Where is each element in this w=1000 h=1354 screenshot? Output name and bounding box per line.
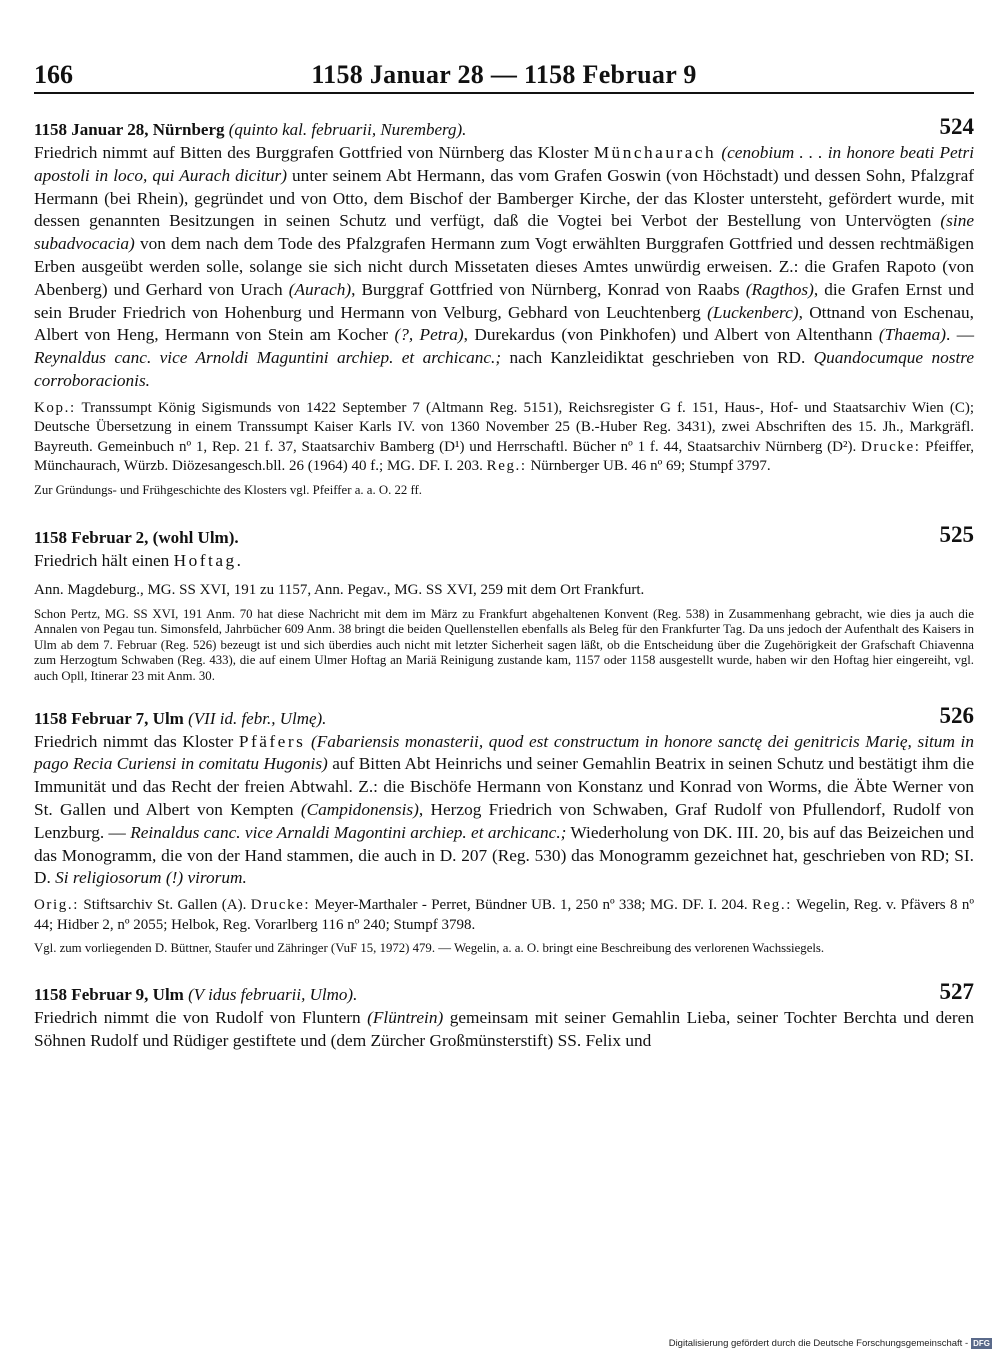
dfg-logo: DFG: [973, 1339, 990, 1348]
entry-date-latin: (V idus februarii, Ulmo).: [188, 984, 358, 1004]
entry-header: [34, 702, 974, 731]
entry-note: Zur Gründungs- und Frühgeschichte des Klosters vgl. Pfeiffer a. a. O. 22 ff.: [34, 482, 422, 497]
entry-date-latin: (quinto kal. februarii, Nuremberg).: [228, 120, 467, 139]
entry-sources: Kop.: Transsumpt König Sigismunds von 1422 September 7 (Altmann Reg. 5151), Reichsregister G f. 151, Haus-, Hof- und Staatsarchiv Wien (C); Deutsche Übersetzung in einem Transsumpt Kaiser Karls IV. von 1360 November 25 (B.-Huber Reg. 3431), zwei Abschriften des 15. Jh., Markgräfl. Bayreuth. Gemeinbuch nº 1, Rep. 21 f. 37, Staatsarchiv Bamberg (D¹) und Herrschaftl. Bücher nº 1 f. 44, Staatsarchiv Nürnberg (D²). Drucke: Pfeiffer, Münchaurach, Würzb. Diözesangesch.bll. 26 (1964) 40 f.; MG. DF. I. 203. Reg.: Nürnberger UB. 46 nº 69; Stumpf 3797.: [34, 399, 974, 475]
running-title: 1158 Januar 28 — 1158 Februar 9: [311, 60, 697, 89]
entry-date: 1158 Januar 28, Nürnberg: [34, 120, 225, 139]
entry-number: 525: [939, 522, 974, 548]
entry-number: 524: [939, 114, 974, 139]
regest-entry-526: [34, 702, 974, 957]
credit-text: Digitalisierung gefördert durch die Deutsche Forschungsgemeinschaft -: [668, 1338, 969, 1349]
entry-body: Friedrich hält einen Hoftag.: [34, 551, 241, 571]
entry-number: 527: [939, 978, 974, 1004]
entry-note: Schon Pertz, MG. SS XVI, 191 Anm. 70 hat diese Nachricht mit dem im März zu Frankfurt abgehaltenen Konvent (Reg. 538) in Zusammenhang gebracht, wie dies ja auch die Annalen von Pegau tun. Simonsfeld, Jahrbücher 609 Anm. 38 bringt die beiden Quellenstellen ebenfalls als Beleg für den Frankfurter Tag. Da uns jedoch der Aufenthalt des Kaisers in Ulm ab dem 7. Februar (Reg. 526) bezeugt ist und sich überdies auch nicht mit letzter Sicherheit sagen läßt, ob die Entscheidung über die Zugehörigkeit der Grafschaft Chiavenna zum Herzogtum Schwaben (Reg. 433), die auf einem Ulmer Hoftag an Mariä Reinigung zustande kam, 1157 oder 1158 ausgestellt wurde, haben wir den Hoftag hier eingereiht, vgl. auch Opll, Itinerar 23 mit Anm. 30.: [34, 606, 974, 684]
entry-body: Friedrich nimmt das Kloster Pfäfers (Fabariensis monasterii, quod est constructum in honore sanctę dei genitricis Marię, situm in pago Recia Curiensi in comitatu Hugonis) auf Bitten Abt Heinrichs und seiner Gemahlin Beatrix in seinen Schutz und bestätigt ihm die Immunität und das Recht der freien Abtwahl. Z.: die Bischöfe Hermann von Konstanz und Konrad von Worms, die Äbte Werner von St. Gallen und Albert von Kempten (Campidonensis), Herzog Friedrich von Schwaben, Graf Rudolf von Pfullendorf, Rudolf von Lenzburg. — Reinaldus canc. vice Arnaldi Magontini archiep. et archicanc.; Wiederholung von DK. III. 20, bis auf das Beizeichen und das Monogramm, die von der Hand stammen, die auch in D. 207 (Reg. 530) das Monogramm gezeichnet hat, geschrieben von RD; SI. D. Si religiosorum (!) virorum.: [34, 731, 974, 888]
entry-date: 1158 Februar 7, Ulm: [34, 708, 184, 728]
entry-date-latin: (VII id. febr., Ulmę).: [188, 708, 327, 728]
entry-date: 1158 Februar 9, Ulm: [34, 984, 184, 1004]
entry-header: [34, 522, 974, 550]
entry-date: 1158 Februar 2, (wohl Ulm).: [34, 528, 239, 548]
entry-body: Friedrich nimmt auf Bitten des Burggrafen Gottfried von Nürnberg das Kloster Münchaurach (cenobium . . . in honore beati Petri apostoli in loco, qui Aurach dicitur) unter seinem Abt Hermann, das vom Grafen Goswin (von Höchstadt) und dessen Sohn, Pfalzgraf Hermann (bei Rhein), gegründet und von Otto, dem Bischof der Bamberger Kirche, der das Kloster untersteht, gefördert wurde, mit dessen genannten Besitzungen in seinen Schutz und verfügt, daß die Vogtei bei Verbot der Bestellung von Untervögten (sine subadvocacia) von dem nach dem Tode des Pfalzgrafen Hermann zum Vogt erwählten Burggrafen Gottfried und dessen rechtmäßigen Erben ausgeübt werden solle, solange sie sich nicht durch Missetaten dieses Amtes unwürdig erweisen. Z.: die Grafen Rapoto (von Abenberg) und Gerhard von Urach (Aurach), Burggraf Gottfried von Nürnberg, Konrad von Raabs (Ragthos), die Grafen Ernst und sein Bruder Friedrich von Hohenburg und Hermann von Velburg, Gebhard von Leuchtenberg (Luckenberc), Ottnand von Eschenau, Albert von Heng, Hermann von Stein am Kocher (?, Petra), Durekardus (von Pinkhofen) und Albert von Altenthann (Thaema). — Reynaldus canc. vice Arnoldi Maguntini archiep. et archicanc.; nach Kanzleidiktat geschrieben von RD. Quandocumque nostre corroboracionis.: [34, 143, 975, 390]
regest-entry-525: [34, 522, 974, 684]
entry-number: 526: [939, 702, 974, 728]
entry-note: Vgl. zum vorliegenden D. Büttner, Staufer und Zähringer (VuF 15, 1972) 479. — Wegelin, a. a. O. bringt eine Beschreibung des verlorenen Wachssiegels.: [34, 941, 825, 956]
regest-entry-524: [34, 114, 975, 498]
entry-sources: Ann. Magdeburg., MG. SS XVI, 191 zu 1157, Ann. Pegav., MG. SS XVI, 259 mit dem Ort Frankfurt.: [34, 582, 645, 599]
entry-sources: Orig.: Stiftsarchiv St. Gallen (A). Drucke: Meyer-Marthaler - Perret, Bündner UB. 1, 250 nº 338; MG. DF. I. 204. Reg.: Wegelin, Reg. v. Pfävers 8 nº 44; Hidber 2, nº 2055; Helbok, Reg. Vorarlberg 116 nº 240; Stumpf 3798.: [34, 897, 974, 933]
document-page: [34, 60, 974, 1052]
page-number: 166: [34, 60, 73, 89]
regest-entry-527: [34, 978, 974, 1053]
digitization-credit: [669, 1338, 992, 1349]
running-header: [34, 60, 974, 94]
entry-header: [34, 114, 974, 142]
entry-header: [34, 978, 974, 1007]
entry-body: Friedrich nimmt die von Rudolf von Fluntern (Flüntrein) gemeinsam mit seiner Gemahlin Lieba, seiner Tochter Berchta und deren Söhnen Rudolf und Rüdiger gestiftete und (dem Zürcher Großmünsterstift) SS. Felix und: [34, 1007, 974, 1050]
